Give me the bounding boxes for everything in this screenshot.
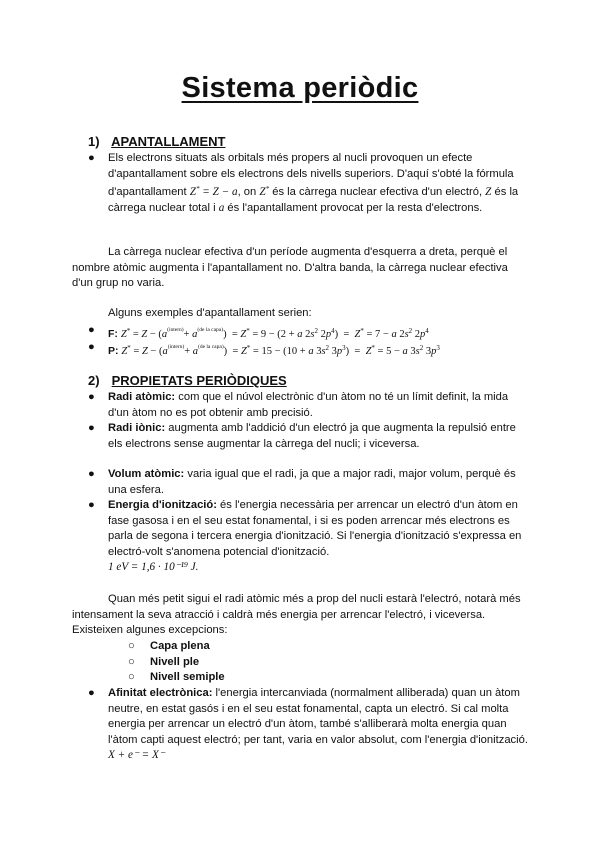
formula-apantallament: Z* = Z − a bbox=[189, 185, 238, 199]
bullet-dot: ● bbox=[88, 152, 95, 164]
exception-item: ○ Nivell ple bbox=[128, 656, 200, 668]
bullet-energia-ionitzacio: ● Energia d'ionització: és l'energia necessària per arrencar un electró d'un àtom en fase gasosa i en el seu estat fonamental, i si es poden arrencar més electrons es parla de segona i tercera energia d'ionització. Si l'energia d'ionització s'expressa en electró-volt s'anomena potencial d'ionització. 1 eV = 1,6 · 10⁻¹⁹ J. bbox=[88, 499, 522, 574]
formula-afinitat: X + e⁻ = X⁻ bbox=[108, 749, 165, 762]
paragraph-exemples-intro: Alguns exemples d'apantallament serien: bbox=[108, 307, 312, 319]
example-formula: $Z^* = Z - (a^{(intern)}+ a^{(de la capa)}) = Z^* = 15 - (10 + a$ $3s^2$ $3p^3) = Z^* = 5 - a$ $3s^2$ $3p^3$ bbox=[121, 344, 440, 357]
example-formula: $Z^* = Z - (a^{(intern)}+ a^{(de la capa)}) = Z^* = 9 - (2 + a$ $2s^2$ $2p^4) = Z^* = 7 - a$ $2s^2$ $2p^4$ bbox=[120, 327, 429, 340]
symbol-zstar: Z* bbox=[259, 185, 270, 199]
exception-item: ○ Capa plena bbox=[128, 640, 210, 652]
paragraph-radi-energia: Quan més petit sigui el radi atòmic més a prop del nucli estarà l'electró, notarà més intensament la seva atracció i caldrà més energia per arrencar l'electró, i viceversa. Existeixen algunes excepcions: bbox=[72, 593, 521, 637]
symbol-a: a bbox=[218, 201, 225, 214]
example-label: P: bbox=[108, 345, 119, 357]
section-heading-propietats bbox=[88, 373, 287, 388]
bullet-apantallament: ● Els electrons situats als orbitals més propers al nucli provoquen un efecte d'apantallament sobre els electrons dels nivells superiors. D'aquí s'obté la fórmula d'apantallament Z* = Z − a, on Z* és la càrrega nuclear efectiva d'un electró, Z és la càrrega nuclear total i a és l'apantallament provocat per la resta d'electrons. bbox=[88, 152, 519, 214]
page-title: Sistema periòdic bbox=[181, 72, 419, 104]
section-number: 1) bbox=[88, 134, 100, 149]
section-heading-apantallament bbox=[88, 134, 225, 149]
section-number: 2) bbox=[88, 373, 100, 388]
formula-electro-volt: 1 eV = 1,6 · 10⁻¹⁹ J. bbox=[108, 561, 199, 574]
section-heading-text: PROPIETATS PERIÒDIQUES bbox=[111, 373, 287, 388]
section-heading-text: APANTALLAMENT bbox=[111, 134, 226, 149]
bullet-radi-atomic: ● Radi atòmic: com que el núvol electrònic d'un àtom no té un límit definit, la mida d'un àtom no es pot obtenir amb precisió. bbox=[88, 391, 509, 419]
example-label: F: bbox=[108, 328, 118, 340]
bullet-afinitat-electronica: ● Afinitat electrònica: l'energia intercanviada (normalment alliberada) quan un àtom neutre, en estat gasós i en el seu estat fonamental, capta un electró. Si cal molta energia per arrencar un electró d'un àtom, també s'alliberarà molta energia quan l'àtom capti aquest electró; per tant, varia en valor absolut, com l'energia d'ionització. X + e⁻ = X⁻ bbox=[88, 687, 528, 762]
example-fosfor: ● P: $Z^* = Z - (a^{(intern)}+ a^{(de la capa)}) = Z^* = 15 - (10 + a$ $3s^2$ $3p^3) = Z^* = 5 - a$ $3s^2$ $3p^3$ bbox=[88, 341, 440, 357]
example-fluor: ● F: $Z^* = Z - (a^{(intern)}+ a^{(de la capa)}) = Z^* = 9 - (2 + a$ $2s^2$ $2p^4) = Z^* = 7 - a$ $2s^2$ $2p^4$ bbox=[88, 324, 429, 340]
bullet-volum-atomic: ● Volum atòmic: varia igual que el radi, ja que a major radi, major volum, perquè és una esfera. bbox=[88, 468, 516, 496]
paragraph-carrega-periode: La càrrega nuclear efectiva d'un període augmenta d'esquerra a dreta, perquè el nombre atòmic augmenta i l'apantallament no. D'altra banda, la càrrega nuclear efectiva d'un grup no varia. bbox=[72, 246, 508, 290]
exception-item: ○ Nivell semiple bbox=[128, 671, 225, 683]
symbol-z: Z bbox=[485, 186, 492, 199]
bullet-radi-ionic: ● Radi iònic: augmenta amb l'addició d'un electró ja que augmenta la repulsió entre els electrons sense augmentar la càrrega del nucli; i viceversa. bbox=[88, 422, 516, 450]
